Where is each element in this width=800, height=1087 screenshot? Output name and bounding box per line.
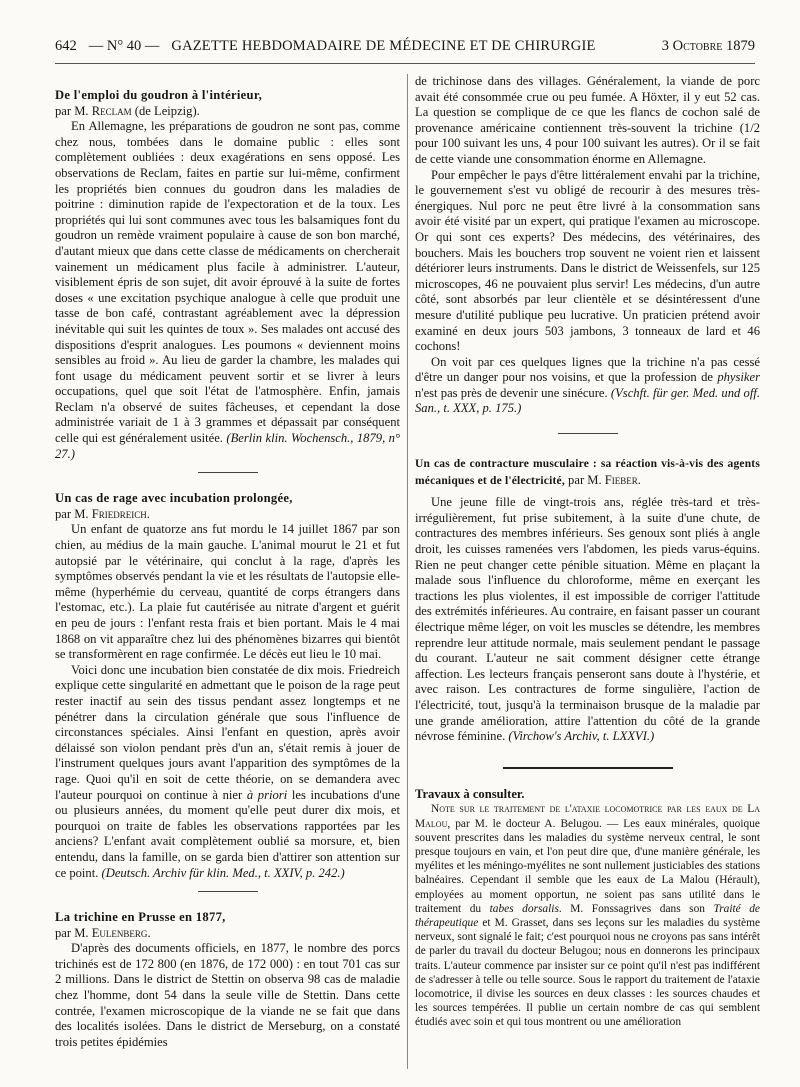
author-prefix: par M. <box>564 472 605 487</box>
right-column <box>415 74 760 1074</box>
emphasis: physiker <box>717 370 760 385</box>
citation: (Virchow's Archiv, t. LXXVI.) <box>508 729 655 744</box>
paragraph-text: les incubations d'une ou plusieurs années, du moment qu'elle peut durer dix mois, et pourquoi on traite de fables les observations rapportées par les anciens? L'enfant avait complètement oublié sa morsure, et, bien entendu, dans la famille, on se garda bien d'attirer son attention sur ce point. <box>55 787 400 880</box>
page-number: 642 <box>55 38 77 54</box>
author-suffix: . <box>146 506 150 521</box>
column-divider <box>407 74 408 1069</box>
left-column <box>55 74 400 1074</box>
article-body-goudron <box>55 119 400 462</box>
paragraph-text: . M. Fonssagrives dans son <box>558 902 714 915</box>
paragraph-text: Une jeune fille de vingt-trois ans, réglée très-tard et très-irrégulièrement, fut prise subitement, à la suite d'une chute, de contractures des membres inférieurs. Ses genoux sont pliés à angle droit, les cuisses ramenées vers l'abdomen, les pieds varus-équins. Rien ne peut changer cette pénible situation. Même en plaçant la malade sous l'influence du chloroforme, même en exerçant les tractions les plus violentes, il est impossible de corriger l'attitude des extrémités inférieures. Au contraire, en faisant passer un courant électrique même léger, on voit les muscles se détendre, les membres reprendre leur attitude normale, mais seulement pendant le passage du courant. L'auteur ne sait comment désigner cette étrange affection. Les lecteurs français penseront sans doute à l'hystérie, et avec raison. Les contractures de forme singulière, l'action de l'électricité, tout, jusqu'à la terminaison brusque de la maladie par une grande amélioration, attire l'attention du côté de la grande névrose féminine. <box>415 495 760 744</box>
author-prefix: par M. <box>55 925 92 940</box>
author-suffix: (de Leipzig). <box>131 103 200 118</box>
citation: (Berlin klin. Wochensch., 1879, n° 27.) <box>55 431 400 461</box>
citation: (Deutsch. Archiv für klin. Med., t. XXIV, p. 242.) <box>101 865 345 880</box>
article-body-rage-p2 <box>55 663 400 881</box>
header-rule <box>55 63 755 64</box>
paragraph-text: et M. Grasset, dans ses leçons sur les maladies du système nerveux, sont signalé le fait; c'est pourquoi nous ne croyons pas sans intérêt de parler du travail du docteur Belugou; nous en donnerons les principaux traits. L'auteur commence par insister sur ce point qu'il n'est pas indifférent de s'adresser à telle ou telle source. Sous le rapport du traitement de l'ataxie locomotrice, il divise les sources en deux classes : les sources chaudes et les sources tempérées. Il publie un certain nombre de cas qui semblent étudiés avec soin et qui tous montrent ou une amélioration <box>415 916 760 1029</box>
article-separator <box>198 472 258 473</box>
author-suffix: . <box>147 925 151 940</box>
article-title-rage: Un cas de rage avec incubation prolongée, <box>55 491 293 506</box>
paragraph-text: par M. le docteur A. Belugou. — Les eaux minérales, quoique souvent prescrites dans les maladies du système nerveux central, le sont presque toujours en vain, et l'on peut dire que, d'une manière générale, les myélites et les méningo-myélites ne sont nullement justiciables des stations balnéaires. Cependant il semble que les eaux de La Malou (Hérault), employées au moment opportun, ne soient pas sans utilité dans le traitement du <box>415 817 760 915</box>
article-author-goudron <box>55 104 400 120</box>
note-lead: Note sur le traitement de l'ataxie locomotrice par les eaux de La Malou, <box>415 803 760 830</box>
paragraph-text: n'est pas près de devenir une sinécure. <box>415 385 608 400</box>
article-author-trichine <box>55 926 400 942</box>
note-belugou <box>415 802 760 1029</box>
author-name: Reclam <box>91 103 132 118</box>
section-title-travaux: Travaux à consulter. <box>415 786 525 801</box>
author-prefix: par M. <box>55 103 92 118</box>
article-body-trichine-p2: Pour empêcher le pays d'être littéralement envahi par la trichine, le gouvernement s'est vu obligé de recourir à des mesures très-énergiques. Nul porc ne peut être livré à la consommation sans avoir été visité par un expert, qui pratique l'examen au microscope. Or qui sont ces experts? Des médecins, des vétérinaires, des bouchers. Mais les bouchers trop souvent ne voient rien et laissent détériorer leurs instruments. Dans le district de Weissenfels, sur 125 microscopes, 46 ne pouvaient plus servir! Les médecins, d'un autre côté, sont absorbés par leur clientèle et se désintéressent d'une mesure d'utilité publique peu lucrative. Un praticien prétend avoir examiné en deux jours 503 jambons, 3 tonneaux de lard et 46 cochons! <box>415 167 760 354</box>
paragraph-text: En Allemagne, les préparations de goudron ne sont pas, comme chez nous, tombées dans le domaine public : elles sont complètement oubliées : deux exagérations en sens opposé. Les observations de Reclam, faites en partie sur lui-même, confirment les propriétés bien connues du goudron dans les maladies de poitrine : diminution rapide de l'expectoration et de la toux. Les propriétés qui lui sont communes avec tous les balsamiques font du goudron un remède vraiment populaire à cause de son bon marché, d'autant mieux que dans cette classe de médicaments on chercherait vainement un médicament plus facile à administrer. L'auteur, visiblement épris de son sujet, dit avoir éprouvé à la suite de fortes doses « une excitation psychique analogue à celle que produit une tasse de bon café, contrastant agréablement avec la dépression inévitable qui suit les quintes de toux ». Ses malades ont accusé des dispositions d'esprit analogues. Les poumons « deviennent moins sensibles au froid ». Au lieu de garder la chambre, les malades qui font usage du médicament peuvent sortir et se livrer à leurs occupations, quel que soit l'état de l'atmosphère. Enfin, jamais Reclam n'a observé de suites fâcheuses, et cependant la dose administrée variait de 1 à 3 grammes et dépassait par conséquent celle qui est généralement usitée. <box>55 119 400 446</box>
article-body-rage-p1: Un enfant de quatorze ans fut mordu le 14 juillet 1867 par son chien, au médius de la main gauche. L'animal mourut le 21 et fut autopsié par le vétérinaire, qui conclut à la rage, d'après les symptômes observés pendant la vie et les résultats de l'autopsie elle-même (hyperhémie du cerveau, quantité de corps étrangers dans l'estomac, etc.). La plaie fut cautérisée au nitrate d'argent et guérit en peu de jours : l'enfant resta frais et bien portant. Mais le 4 mai 1868 on vit apparaître chez lui des phénomènes bizarres qui bientôt se transformèrent en rage confirmée. Le décès eut lieu le 10 mai. <box>55 522 400 662</box>
paragraph-text: On voit par ces quelques lignes que la trichine n'a pas cessé d'être un danger pour nos voisins, et que la profession de <box>415 354 760 385</box>
issue-number: — N° 40 — <box>88 38 160 54</box>
article-title-goudron: De l'emploi du goudron à l'intérieur, <box>55 88 263 102</box>
journal-title: GAZETTE HEBDOMADAIRE DE MÉDECINE ET DE CHIRURGIE <box>171 38 596 54</box>
citation: (Vschft. für ger. Med. und off. San., t. XXX, p. 175.) <box>415 385 760 416</box>
article-body-contracture <box>415 495 760 745</box>
emphasis: tabes dorsalis <box>489 902 559 915</box>
article-title-trichine: La trichine en Prusse en 1877, <box>55 910 226 925</box>
author-name: Eulenberg <box>91 925 148 940</box>
author-name: Friedreich <box>91 506 147 521</box>
author-suffix: . <box>637 472 641 487</box>
section-separator <box>503 767 673 769</box>
article-body-trichine-p1: D'après des documents officiels, en 1877, le nombre des porcs trichinés est de 172 800 (en 1876, de 172 000) : en tout 701 cas sur 2 millions. Dans le district de Stettin on observa 98 cas de maladie chez l'homme, dont 54 dans la seule ville de Stettin. Dans cette contrée, l'examen microscopique de la viande ne se fait que dans des localités isolées. Dans le district de Merseburg, on a constaté trois petites épidémies <box>55 941 400 1049</box>
issue-date: 3 Octobre 1879 <box>661 38 755 54</box>
article-body-trichine-p3 <box>415 355 760 417</box>
article-title-contracture: Un cas de contracture musculaire : sa réaction vis-à-vis des agents mécaniques et de l'électricité, <box>415 458 760 487</box>
author-name: Fieber <box>604 472 638 487</box>
paragraph-text: Voici donc une incubation bien constatée de dix mois. Friedreich explique cette singularité en admettant que le poison de la rage peut rester inactif au sein des tissus pendant assez longtemps et ne pénétrer dans la circulation générale que sous l'influence de circonstances spéciales. Ainsi l'enfant en question, après avoir délaissé son violon pendant près d'un an, s'était remis à jouer de l'instrument quelques jours avant l'apparition des symptômes de la rage. Quoi qu'il en soit de cette théorie, on se demandera avec l'auteur pourquoi on continue à nier <box>55 662 400 802</box>
article-heading-contracture <box>415 456 760 489</box>
article-author-rage <box>55 507 400 523</box>
author-prefix: par M. <box>55 506 92 521</box>
emphasis: à priori <box>246 787 288 802</box>
emphasis: Traité de thérapeutique <box>415 902 760 929</box>
running-header <box>55 38 755 58</box>
article-separator <box>198 891 258 892</box>
article-separator <box>558 433 618 434</box>
article-body-trichine-p1-cont: de trichinose dans des villages. Généralement, la viande de porc avait été consommée crue ou peu fumée. A Höxter, il y eut 52 cas. La question se complique de ce que les flancs de cochon salé de provenance américaine contiennent très-souvent la trichine (1/2 pour 100 suivant les uns, 4 pour 100 suivant les autres). Or il se fait de cette viande une consommation énorme en Allemagne. <box>415 74 760 166</box>
